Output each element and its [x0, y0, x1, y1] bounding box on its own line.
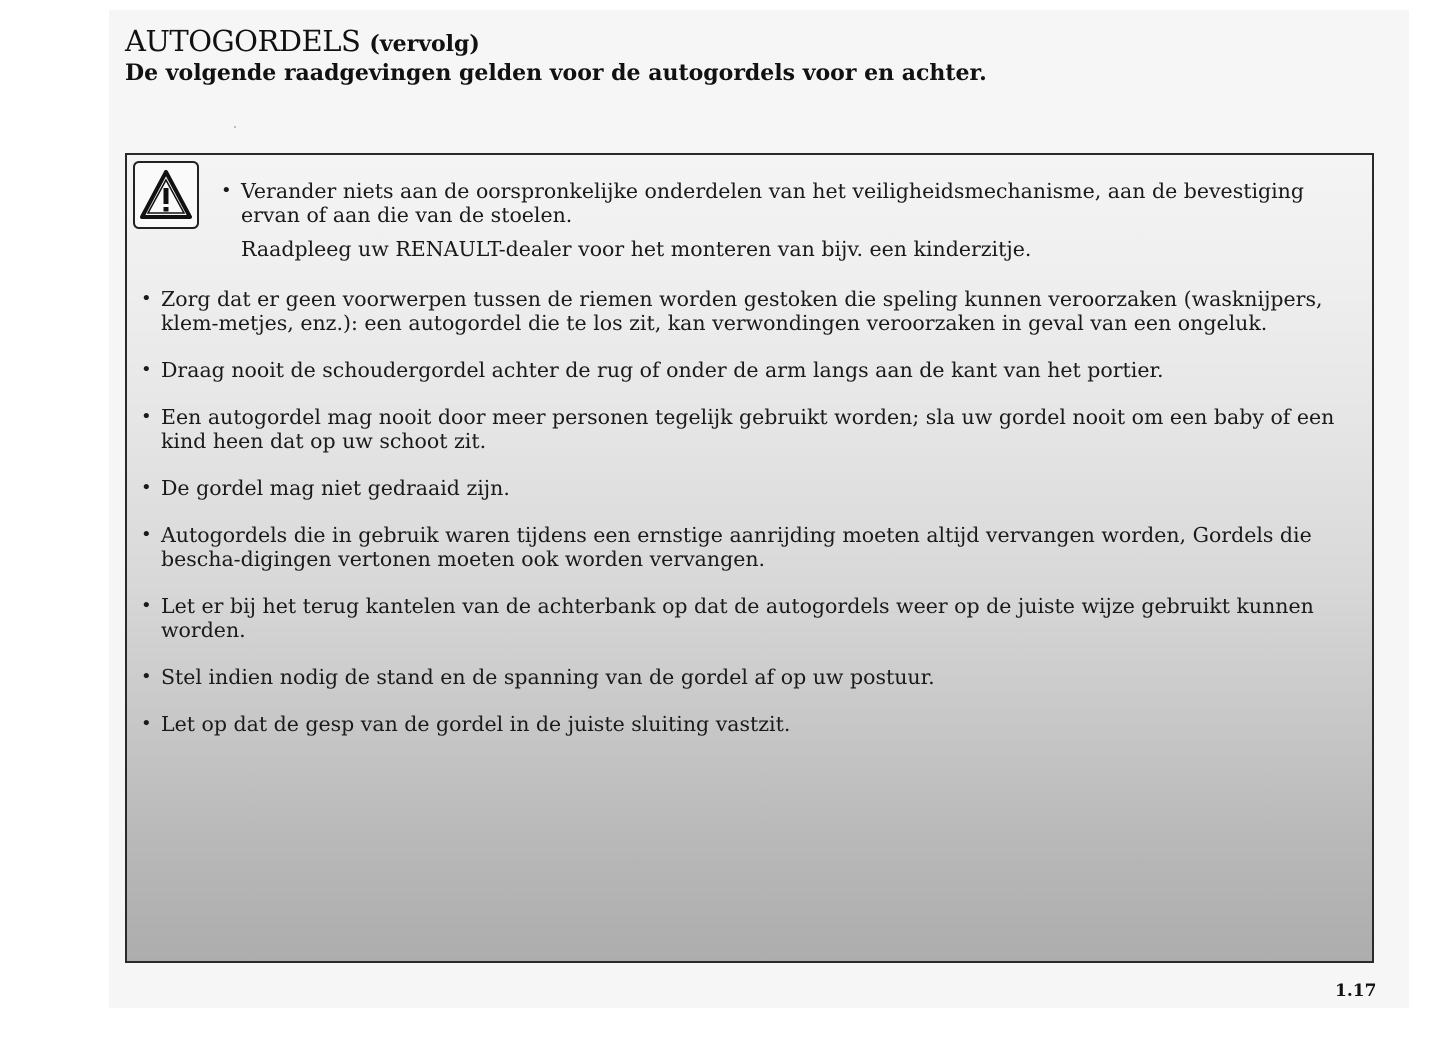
list-item [141, 665, 1359, 689]
page-title [125, 24, 480, 58]
bullet: • [141, 595, 152, 616]
list-item-text: Draag nooit de schoudergordel achter de rug of onder de arm langs aan de kant van het portier. [161, 358, 1164, 382]
list-item [141, 594, 1359, 642]
bullet: • [141, 477, 152, 498]
bullet: • [141, 406, 152, 427]
list-item-text: Let er bij het terug kantelen van de achterbank op dat de autogordels weer op de juiste wijze gebruikt kunnen worden. [161, 594, 1314, 642]
bullet: • [141, 713, 152, 734]
list-item [141, 523, 1359, 571]
list-item-text: De gordel mag niet gedraaid zijn. [161, 476, 510, 500]
list-item-text: Let op dat de gesp van de gordel in de juiste sluiting vastzit. [161, 712, 791, 736]
warning-list [141, 287, 1359, 759]
bullet: • [141, 524, 152, 545]
list-item [141, 358, 1359, 382]
list-item [141, 476, 1359, 500]
title-main: AUTOGORDELS [125, 24, 361, 58]
title-suffix: (vervolg) [369, 31, 480, 57]
list-item [141, 405, 1359, 453]
page-number: 1.17 [1335, 981, 1377, 1001]
page-subtitle: De volgende raadgevingen gelden voor de autogordels voor en achter. [125, 60, 987, 86]
warning-triangle-icon [133, 161, 199, 229]
warning-first-item-note: Raadpleeg uw RENAULT-dealer voor het monteren van bijv. een kinderzitje. [241, 237, 1032, 261]
warning-box [125, 153, 1374, 963]
bullet: • [141, 666, 152, 687]
list-item [141, 287, 1359, 335]
bullet: • [221, 180, 232, 201]
bullet: • [141, 359, 152, 380]
warning-item-text: Verander niets aan de oorspronkelijke onderdelen van het veiligheidsmechanisme, aan de bevestiging ervan of aan die van de stoelen. [241, 179, 1305, 227]
list-item-text: Zorg dat er geen voorwerpen tussen de riemen worden gestoken die speling kunnen veroorzaken (wasknijpers, klem-metjes, enz.): een autogordel die te los zit, kan verwondingen veroorzaken in geval van een ongeluk. [161, 287, 1323, 335]
bullet: • [141, 288, 152, 309]
list-item [141, 712, 1359, 736]
list-item-text: Stel indien nodig de stand en de spanning van de gordel af op uw postuur. [161, 665, 935, 689]
list-item-text: Autogordels die in gebruik waren tijdens een ernstige aanrijding moeten altijd vervangen worden, Gordels die bescha-digingen vertonen moeten ook worden vervangen. [161, 523, 1312, 571]
list-item-text: Een autogordel mag nooit door meer personen tegelijk gebruikt worden; sla uw gordel nooit om een baby of een kind heen dat op uw schoot zit. [161, 405, 1335, 453]
scan-speck [234, 126, 236, 128]
warning-first-item [221, 179, 1357, 261]
